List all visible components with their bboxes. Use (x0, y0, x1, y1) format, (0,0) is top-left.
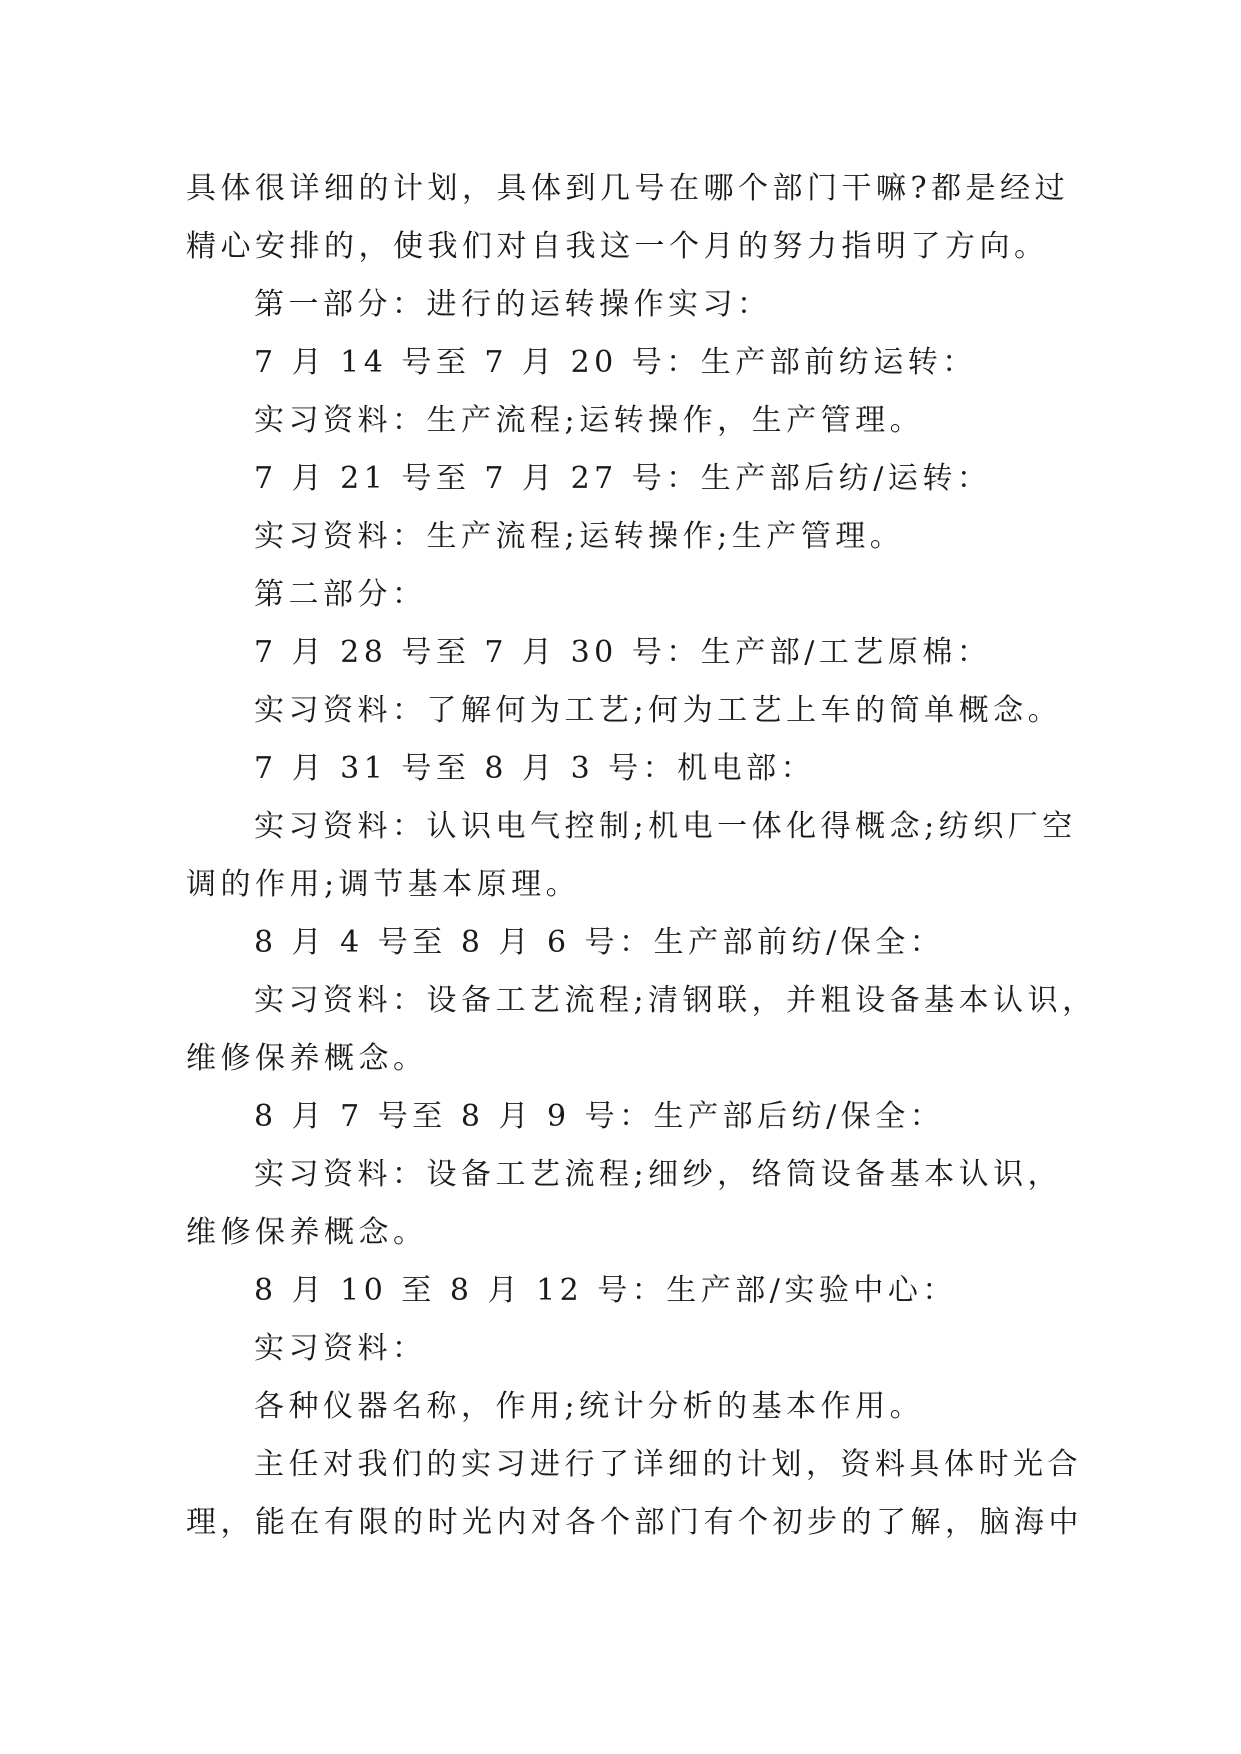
text-line: 第一部分：进行的运转操作实习： (254, 287, 772, 322)
text-line: 实习资料：生产流程;运转操作，生产管理。 (254, 403, 925, 438)
text-line: 实习资料：了解何为工艺;何为工艺上车的简单概念。 (254, 693, 1063, 728)
text-line: 8 月 10 至 8 月 12 号：生产部/实验中心： (254, 1273, 957, 1308)
document-body (186, 160, 1097, 1552)
text-line: 维修保养概念。 (186, 1041, 428, 1076)
text-line: 主任对我们的实习进行了详细的计划，资料具体时光合 (254, 1447, 1082, 1482)
text-line: 精心安排的，使我们对自我这一个月的努力指明了方向。 (186, 229, 1049, 264)
text-line: 调的作用;调节基本原理。 (186, 867, 581, 902)
text-line: 实习资料：认识电气控制;机电一体化得概念;纺织厂空 (254, 809, 1077, 844)
text-line: 实习资料： (254, 1331, 427, 1366)
text-line: 8 月 4 号至 8 月 6 号：生产部前纺/保全： (254, 925, 945, 960)
text-line: 实习资料：设备工艺流程;细纱，络筒设备基本认识， (254, 1157, 1063, 1192)
text-line: 各种仪器名称，作用;统计分析的基本作用。 (254, 1389, 925, 1424)
text-line: 维修保养概念。 (186, 1215, 428, 1250)
text-line: 实习资料：设备工艺流程;清钢联，并粗设备基本认识， (254, 983, 1097, 1018)
text-line: 7 月 21 号至 7 月 27 号：生产部后纺/运转： (254, 461, 992, 496)
text-line: 具体很详细的计划，具体到几号在哪个部门干嘛?都是经过 (186, 171, 1070, 206)
text-line: 7 月 14 号至 7 月 20 号：生产部前纺运转： (254, 345, 977, 380)
text-line: 第二部分： (254, 577, 427, 612)
text-line: 8 月 7 号至 8 月 9 号：生产部后纺/保全： (254, 1099, 945, 1134)
text-line: 理，能在有限的时光内对各个部门有个初步的了解，脑海中 (186, 1505, 1083, 1540)
text-line: 7 月 31 号至 8 月 3 号：机电部： (254, 751, 816, 786)
text-line: 7 月 28 号至 7 月 30 号：生产部/工艺原棉： (254, 635, 992, 670)
text-line: 实习资料：生产流程;运转操作;生产管理。 (254, 519, 905, 554)
